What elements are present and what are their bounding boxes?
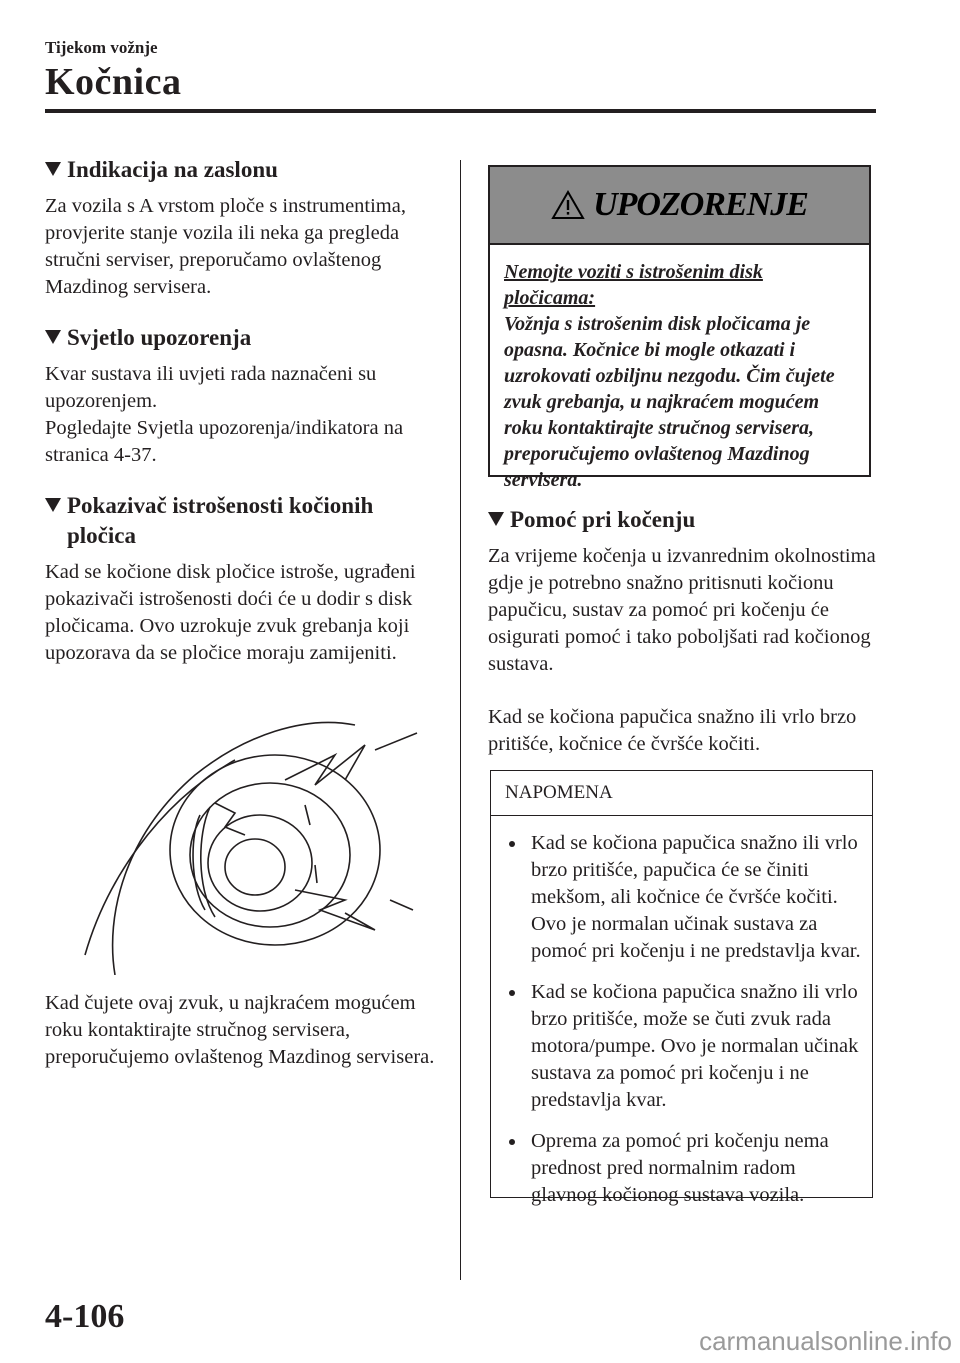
title-rule	[45, 109, 876, 113]
section-text: Pogledajte Svjetla upozorenja/indikatora na stranica 4-37.	[45, 417, 404, 466]
warning-text: Vožnja s istrošenim disk pločicama je opasna. Kočnice bi mogle otkazati i uzrokovati ozbiljnu nezgodu. Čim čujete zvuk grebanja, u najkraćem mogućem roku kontaktirajte stručnog servisera, preporučujemo ovlaštenog Mazdinog servisera.	[504, 313, 835, 491]
page-title: Kočnica	[45, 61, 182, 103]
bullet-icon	[509, 841, 515, 847]
section-heading: Pokazivač istrošenosti kočionih pločica	[45, 491, 440, 551]
bullet-icon	[509, 990, 515, 996]
right-column	[488, 505, 878, 780]
section-text: Za vrijeme kočenja u izvanrednim okolnostima gdje je potrebno snažno pritisnuti kočionu papučicu, sustav za pomoć pri kočenju će osigurati pomoć i tako poboljšati rad kočionog sustava.	[488, 545, 876, 675]
section-brake-assist	[488, 505, 878, 758]
warning-body	[490, 245, 869, 493]
section-warning-light	[45, 323, 440, 469]
bullet-icon	[509, 1139, 515, 1145]
section-text: Kvar sustava ili uvjeti rada naznačeni su upozorenjem.	[45, 363, 377, 412]
warning-title: UPOZORENJE	[593, 186, 808, 223]
note-box	[490, 770, 873, 1206]
list-item: Kad se kočiona papučica snažno ili vrlo brzo pritišće, može se čuti zvuk rada motora/pumpe. Ovo je normalan učinak sustava za pomoć pri kočenju i ne predstavlja kvar.	[505, 979, 862, 1114]
triangle-down-icon	[45, 330, 61, 344]
list-item: Oprema za pomoć pri kočenju nema prednost pred normalnim radom glavnog kočionog sustava vozila.	[505, 1128, 862, 1209]
section-text: Kad se kočione disk pločice istroše, ugrađeni pokazivači istrošenosti doći će u dodir s disk pločicama. Ovo uzrokuje zvuk grebanja koji upozorava da se pločice moraju zamijeniti.	[45, 561, 416, 664]
section-text: Kad se kočiona papučica snažno ili vrlo brzo pritišće, kočnice će čvršće kočiti.	[488, 706, 857, 755]
section-heading: Indikacija na zaslonu	[45, 155, 440, 185]
warning-subtitle: Nemojte voziti s istrošenim disk pločicama:	[504, 261, 763, 309]
triangle-down-icon	[45, 498, 61, 512]
section-display-indication	[45, 155, 440, 301]
note-title: NAPOMENA	[491, 771, 872, 816]
brake-pad-wear-illustration	[45, 685, 425, 975]
column-divider	[460, 160, 461, 1280]
watermark: carmanualsonline.info	[699, 1326, 952, 1356]
breadcrumb: Tijekom vožnje	[45, 38, 158, 57]
warning-header	[490, 167, 869, 245]
triangle-down-icon	[488, 512, 504, 526]
section-wear-indicator	[45, 491, 440, 1071]
page-number: 4-106	[45, 1298, 125, 1335]
section-text: Kad čujete ovaj zvuk, u najkraćem mogućem roku kontaktirajte stručnog servisera, preporučujemo ovlaštenog Mazdinog servisera.	[45, 992, 435, 1068]
section-text: Za vozila s A vrstom ploče s instrumentima, provjerite stanje vozila ili neka ga pregleda stručni serviser, preporučamo ovlaštenog Mazdinog servisera.	[45, 195, 406, 298]
warning-triangle-icon	[551, 190, 585, 220]
section-heading: Pomoć pri kočenju	[488, 505, 878, 535]
left-column	[45, 155, 440, 1093]
triangle-down-icon	[45, 162, 61, 176]
list-item: Kad se kočiona papučica snažno ili vrlo brzo pritišće, papučica će se činiti mekšom, ali kočnice će čvršće kočiti. Ovo je normalan učinak sustava za pomoć pri kočenju i ne predstavlja kvar.	[505, 830, 862, 965]
note-list	[491, 816, 872, 1209]
warning-box	[488, 165, 871, 491]
section-heading: Svjetlo upozorenja	[45, 323, 440, 353]
